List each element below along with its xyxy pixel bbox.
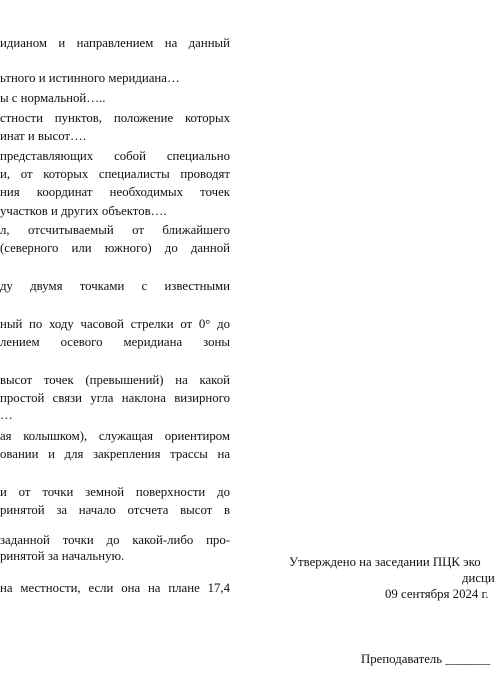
- question-line: овании и для закрепления трассы на: [0, 447, 230, 461]
- approval-line: дисци: [462, 571, 495, 585]
- question-line: идианом и направлением на данный: [0, 36, 230, 50]
- approval-date: 09 сентября 2024 г.: [385, 587, 489, 601]
- question-line: л, отсчитываемый от ближайшего: [0, 223, 230, 237]
- question-line: и, от которых специалисты проводят: [0, 167, 230, 181]
- approval-line: Утверждено на заседании ПЦК эко: [289, 555, 481, 569]
- question-line: (северного или южного) до данной: [0, 241, 230, 255]
- question-line: ринятой за начало отсчета высот в: [0, 503, 230, 517]
- question-line: инат и высот….: [0, 129, 87, 143]
- question-line: ду двумя точками с известными: [0, 279, 230, 293]
- question-line: стности пунктов, положение которых: [0, 111, 230, 125]
- question-line: ния координат необходимых точек: [0, 185, 230, 199]
- question-line: ный по ходу часовой стрелки от 0° до: [0, 317, 230, 331]
- teacher-signature-line: Преподаватель _______: [361, 652, 491, 666]
- question-line: ая колышком), служащая ориентиром: [0, 429, 230, 443]
- question-line: ринятой за начальную.: [0, 549, 125, 563]
- question-line: высот точек (превышений) на какой: [0, 373, 230, 387]
- question-line: участков и других объектов….: [0, 204, 167, 218]
- question-line: ы с нормальной…..: [0, 91, 106, 105]
- question-line: простой связи угла наклона визирного: [0, 391, 230, 405]
- question-line: …: [0, 408, 13, 422]
- question-line: представляющих собой специально: [0, 149, 230, 163]
- question-line: лением осевого меридиана зоны: [0, 335, 230, 349]
- question-line: ьтного и истинного меридиана…: [0, 71, 180, 85]
- question-line: на местности, если она на плане 17,4: [0, 581, 230, 595]
- question-line: и от точки земной поверхности до: [0, 485, 230, 499]
- question-line: заданной точки до какой-либо про-: [0, 533, 230, 547]
